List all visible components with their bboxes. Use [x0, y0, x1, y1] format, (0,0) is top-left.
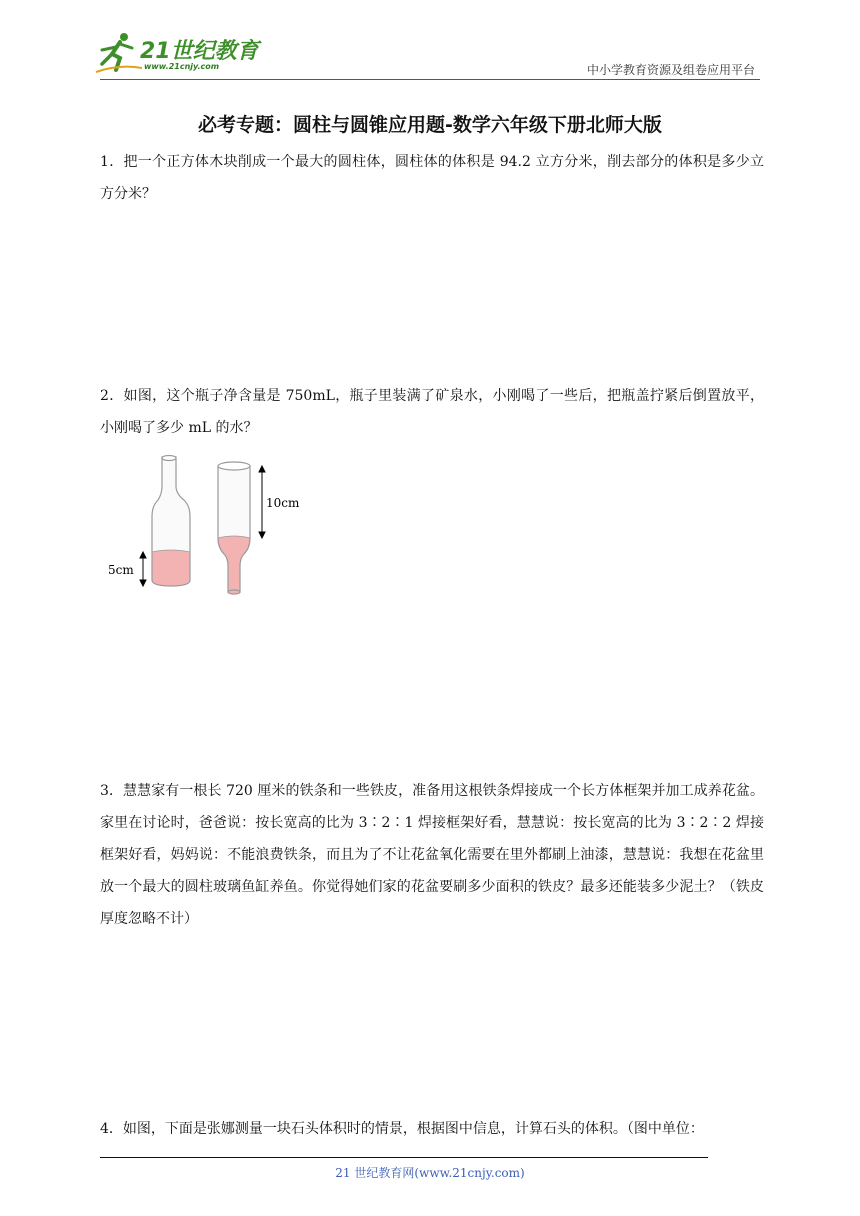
page-header [0, 0, 860, 80]
page-title: 必考专题：圆柱与圆锥应用题-数学六年级下册北师大版 [198, 114, 662, 136]
question-2: 2．如图，这个瓶子净含量是 750mL，瓶子里装满了矿泉水，小刚喝了一些后，把瓶盖拧紧后倒置放平，小刚喝了多少 mL 的水？ [100, 388, 764, 436]
height-5cm-arrow [140, 552, 146, 586]
inverted-bottle [218, 462, 250, 594]
upright-bottle [152, 456, 190, 587]
platform-name: 中小学教育资源及组卷应用平台 [586, 63, 755, 77]
runner-logo-icon [94, 30, 144, 78]
logo-text: 21世纪教育 [140, 39, 259, 64]
label-5cm: 5cm [108, 563, 134, 577]
site-logo [94, 30, 264, 78]
upright-water [152, 550, 190, 586]
label-10cm: 10cm [266, 496, 300, 510]
question-4: 4．如图，下面是张娜测量一块石头体积时的情景，根据图中信息，计算石头的体积。（图中单位： [100, 1121, 704, 1137]
bottle-figure [100, 452, 310, 602]
header-divider [100, 79, 760, 80]
question-3: 3．慧慧家有一根长 720 厘米的铁条和一些铁皮，准备用这根铁条焊接成一个长方体框架并加工成养花盆。家里在讨论时，爸爸说：按长宽高的比为 3∶2∶1 焊接框架好看，慧慧说：按长宽高的比为 3∶2∶2 焊接框架好看，妈妈说：不能浪费铁条，而且为了不让花盆氧化需要在里外都刷上油漆，慧慧说：我想在花盆里放一个最大的圆柱玻璃鱼缸养鱼。你觉得她们家的花盆要刷多少面积的铁皮？最多还能装多少泥土？（铁皮厚度忽略不计） [100, 783, 764, 927]
height-10cm-arrow [259, 466, 265, 538]
footer-divider [100, 1157, 708, 1158]
logo-url: www.21cnjy.com [144, 62, 220, 71]
inverted-water [218, 536, 250, 592]
footer-link[interactable]: 21 世纪教育网(www.21cnjy.com) [335, 1166, 525, 1180]
question-1: 1．把一个正方体木块削成一个最大的圆柱体，圆柱体的体积是 94.2 立方分米，削去部分的体积是多少立方分米？ [100, 154, 764, 202]
